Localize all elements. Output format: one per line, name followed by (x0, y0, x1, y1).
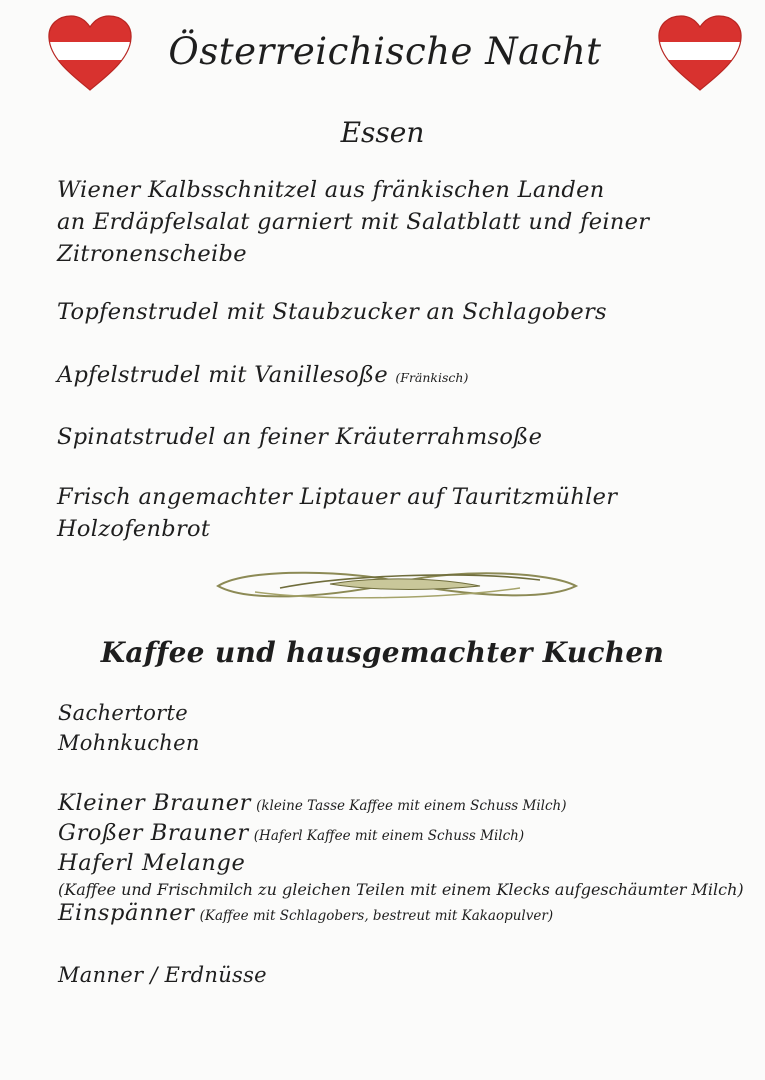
dish-line: Frisch angemachter Liptauer auf Tauritzmühler (57, 484, 618, 510)
dish-note: (Fränkisch) (395, 370, 469, 385)
snacks-item: Manner / Erdnüsse (58, 963, 267, 987)
coffee-note: (Kaffee und Frischmilch zu gleichen Teilen mit einem Klecks aufgeschäumter Milch) (58, 880, 744, 899)
kaffee-heading: Kaffee und hausgemachter Kuchen (100, 636, 665, 669)
coffee-note: (kleine Tasse Kaffee mit einem Schuss Milch) (256, 798, 567, 814)
dish-line: Spinatstrudel an feiner Kräuterrahmsoße (57, 424, 543, 450)
coffee-name: Großer Brauner (58, 820, 249, 846)
coffee-name: Einspänner (58, 900, 195, 926)
dish-spinatstrudel (57, 421, 747, 453)
dish-liptauer (57, 481, 747, 545)
dish-apfelstrudel (57, 359, 747, 394)
dish-schnitzel (57, 174, 747, 270)
cake-item: Mohnkuchen (58, 731, 200, 755)
cake-item: Sachertorte (58, 701, 188, 725)
dish-line: Topfenstrudel mit Staubzucker an Schlagobers (57, 299, 607, 325)
coffee-note: (Haferl Kaffee mit einem Schuss Milch) (253, 828, 525, 844)
coffee-note: (Kaffee mit Schlagobers, bestreut mit Kakaopulver) (199, 908, 554, 924)
flourish-divider-icon (210, 558, 585, 614)
coffee-item (58, 850, 758, 876)
coffee-item (58, 820, 758, 846)
austria-heart-icon (656, 14, 744, 92)
dish-line: Wiener Kalbsschnitzel aus fränkischen Landen (57, 177, 605, 203)
dish-text: Apfelstrudel mit Vanillesoße (57, 362, 388, 388)
coffee-item (58, 790, 758, 816)
coffee-name: Haferl Melange (58, 850, 246, 876)
austria-heart-icon (46, 14, 134, 92)
coffee-item (58, 900, 758, 926)
essen-heading: Essen (340, 116, 425, 149)
dish-line: Zitronenscheibe (57, 241, 247, 267)
dish-topfenstrudel (57, 296, 747, 328)
coffee-name: Kleiner Brauner (58, 790, 251, 816)
dish-line: Holzofenbrot (57, 516, 211, 542)
page-title: Österreichische Nacht (168, 30, 602, 73)
dish-line: an Erdäpfelsalat garniert mit Salatblatt und feiner (57, 209, 650, 235)
